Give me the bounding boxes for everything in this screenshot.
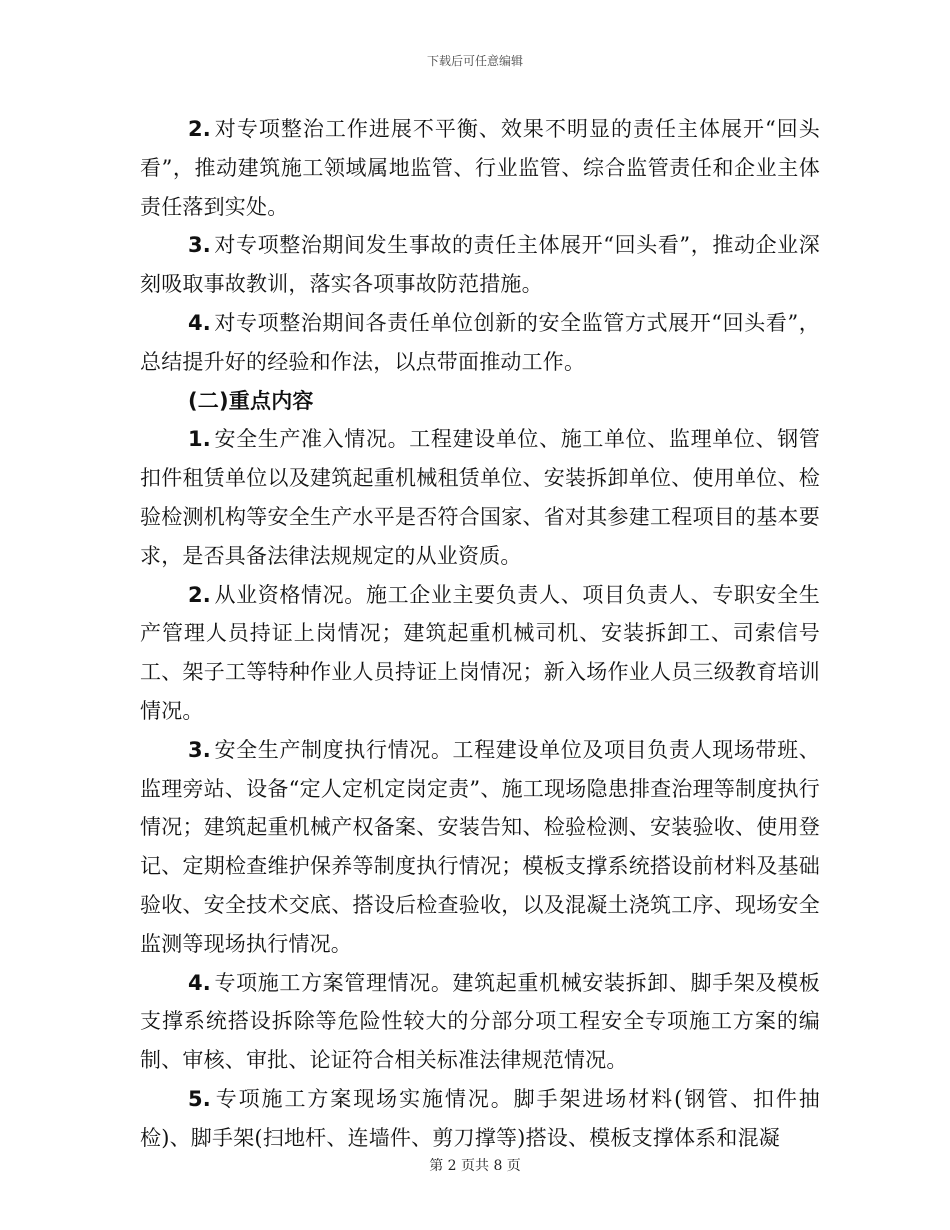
item-text: 专项施工方案管理情况。建筑起重机械安装拆卸、脚手架及模板支撑系统搭设拆除等危险性较大的分部分项工程安全专项施工方案的编制、审核、审批、论证符合相关标准法律规范情况。 xyxy=(140,970,820,1073)
paragraph-number: 4. xyxy=(188,310,211,335)
page-header: 下载后可任意编辑 xyxy=(426,54,523,68)
item-number: 3. xyxy=(188,737,211,762)
paragraph xyxy=(140,226,820,304)
item-text: 安全生产制度执行情况。工程建设单位及项目负责人现场带班、监理旁站、设备“定人定机定岗定责”、施工现场隐患排查治理等制度执行情况；建筑起重机械产权备案、安装告知、检验检测、安装验收、使用登记、定期检查维护保养等制度执行情况；模板支撑系统搭设前材料及基础验收、安全技术交底、搭设后检查验收，以及混凝土浇筑工序、现场安全监测等现场执行情况。 xyxy=(140,737,820,956)
paragraph-text: 对专项整治期间各责任单位创新的安全监管方式展开“回头看”，总结提升好的经验和作法，以点带面推动工作。 xyxy=(140,310,820,374)
page-footer: 第 2 页共 8 页 xyxy=(429,1158,521,1174)
item-text: 专项施工方案现场实施情况。脚手架进场材料(钢管、扣件抽检)、脚手架(扫地杆、连墙件、剪刀撑等)搭设、模板支撑体系和混凝 xyxy=(140,1086,820,1150)
document-body xyxy=(140,110,820,1158)
list-item xyxy=(140,420,820,575)
item-number: 5. xyxy=(188,1086,211,1111)
paragraph xyxy=(140,110,820,226)
paragraph xyxy=(140,304,820,382)
item-number: 1. xyxy=(188,427,211,452)
paragraph-number: 3. xyxy=(188,233,211,258)
item-number: 4. xyxy=(188,970,211,995)
paragraph-number: 2. xyxy=(188,117,211,141)
list-item xyxy=(140,1080,820,1158)
item-text: 从业资格情况。施工企业主要负责人、项目负责人、专职安全生产管理人员持证上岗情况；建筑起重机械司机、安装拆卸工、司索信号工、架子工等特种作业人员持证上岗情况；新入场作业人员三级教育培训情况。 xyxy=(140,582,820,723)
list-item xyxy=(140,731,820,964)
list-item xyxy=(140,964,820,1080)
item-number: 2. xyxy=(188,582,211,607)
paragraph-text: 对专项整治期间发生事故的责任主体展开“回头看”，推动企业深刻吸取事故教训，落实各项事故防范措施。 xyxy=(140,233,820,297)
paragraph-text: 对专项整治工作进展不平衡、效果不明显的责任主体展开“回头看”，推动建筑施工领域属地监管、行业监管、综合监管责任和企业主体责任落到实处。 xyxy=(140,117,820,219)
list-item xyxy=(140,576,820,731)
item-text: 安全生产准入情况。工程建设单位、施工单位、监理单位、钢管扣件租赁单位以及建筑起重机械租赁单位、安装拆卸单位、使用单位、检验检测机构等安全生产水平是否符合国家、省对其参建工程项目的基本要求，是否具备法律法规规定的从业资质。 xyxy=(140,427,820,568)
section-heading: (二)重点内容 xyxy=(188,388,314,413)
